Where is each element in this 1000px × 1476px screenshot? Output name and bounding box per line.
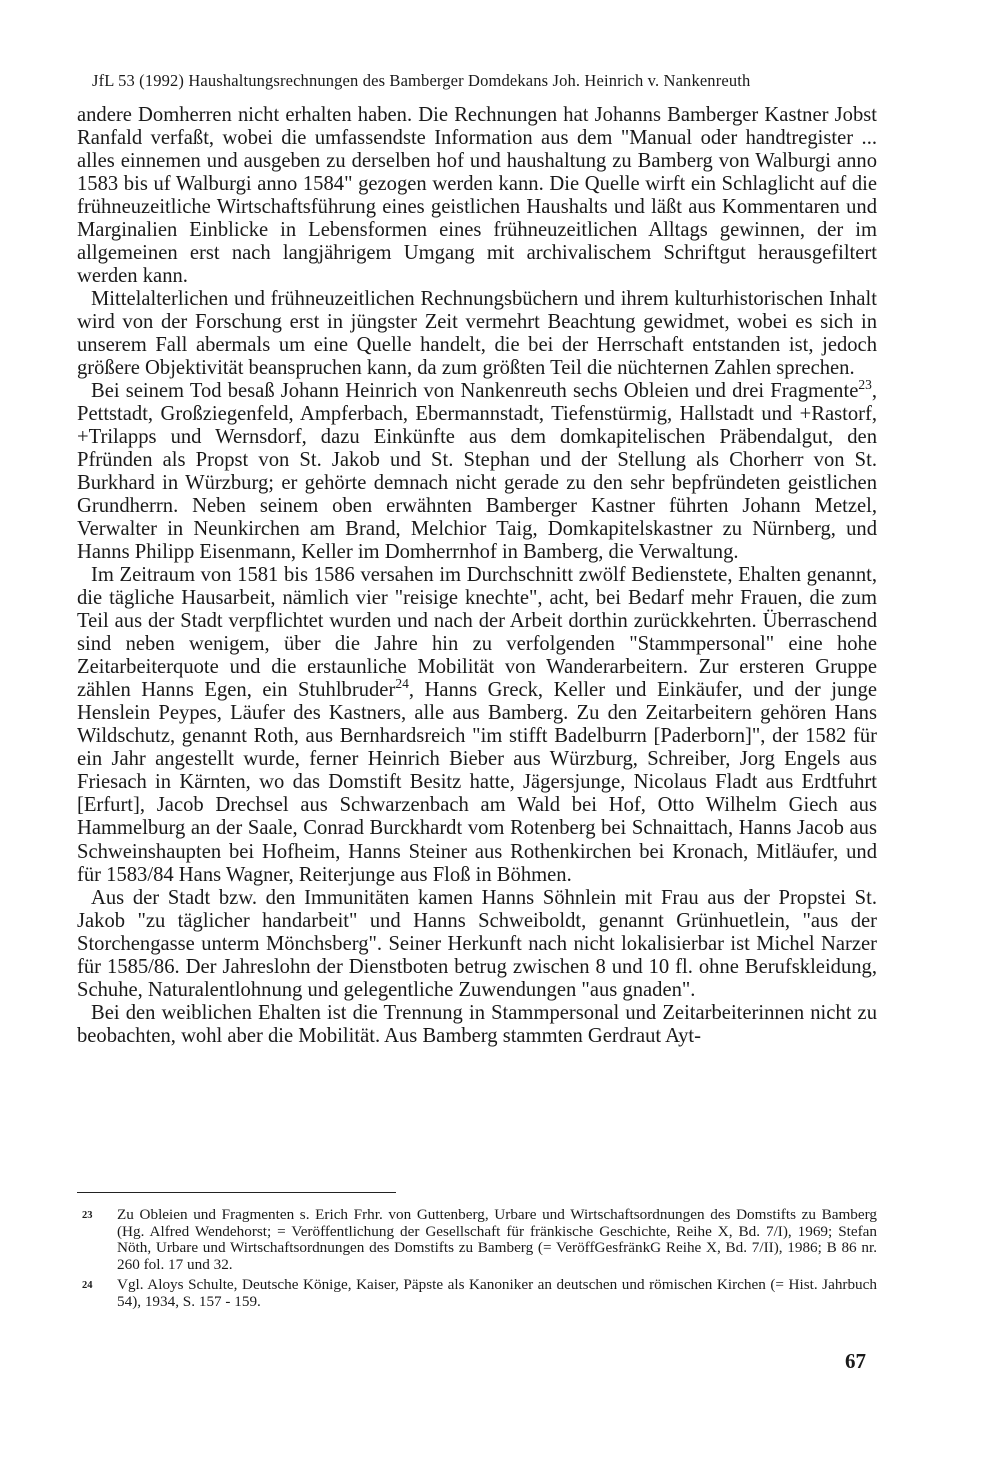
paragraph-text: Bei seinem Tod besaß Johann Heinrich von Nankenreuth sechs Obleien und drei Fragmente bbox=[91, 380, 859, 403]
footnote-reference: 24 bbox=[395, 676, 409, 692]
paragraph-text: Mittelalterlichen und frühneuzeitlichen Rechnungsbüchern und ihrem kulturhistorischen Inhalt wird von der Forschung erst in jüngster Zeit vermehrt Beachtung gewidmet, wobei es sich in unserem Fall abermals um eine Quelle handelt, die bei der Herrschaft entstanden ist, jedoch größere Objektivität beanspruchen kann, da zum größten Teil die nüchternen Zahlen sprechen. bbox=[77, 288, 877, 380]
footnote-number: 23 bbox=[82, 1210, 93, 1221]
footnotes bbox=[77, 1207, 877, 1314]
paragraph-text: , Hanns Greck, Keller und Einkäufer, und der junge Henslein Peypes, Läufer des Kastners, alle aus Bamberg. Zu den Zeitarbeitern gehören Hans Wildschutz, genannt Roth, aus Bernhardsreich "im stifft Badelburrn [Paderborn]", der 1582 für ein Jahr angestellt wurde, ferner Heinrich Bieber aus Würzburg, Schreiber, Jorg Engels aus Friesach in Kärnten, wo das Domstift Besitz hatte, Jägersjunge, Nicolaus Fladt aus Erdtfuhrt [Erfurt], Jacob Drechsel aus Schwarzenbach am Wald bei Hof, Otto Wilhelm Giech aus Hammelburg an der Saale, Conrad Burckhardt vom Rotenberg bei Schnaittach, Hanns Jacob aus Schweinshaupten bei Hofheim, Hanns Steiner aus Rothenkirchen bei Kronach, Mitläufer, und für 1583/84 Hans Wagner, Reiterjunge aus Floß in Böhmen. bbox=[77, 679, 878, 886]
footnote-text: Zu Obleien und Fragmenten s. Erich Frhr. von Guttenberg, Urbare und Wirtschaftsordnungen des Domstifts zu Bamberg (Hg. Alfred Wendehorst; = Veröffentlichung der Gesellschaft für fränkische Geschichte, Reihe X, Bd. 7/I), 1969; Stefan Nöth, Urbare und Wirtschaftsordnungen des Domstifts zu Bamberg (= VeröffGesfränkG Reihe X, Bd. 7/II), 1986; B 86 nr. 260 fol. 17 und 32. bbox=[117, 1206, 877, 1273]
paragraph-text: , Pettstadt, Großziegenfeld, Ampferbach, Ebermannstadt, Tiefenstürmig, Hallstadt und +Rastorf, +Trilapps und Wernsdorf, dazu Einkünfte aus dem domkapitelischen Präbendalgut, den Pfründen als Propst von St. Jakob und St. Stephan und der Stellung als Chorherr von St. Burkhard in Würzburg; er gehörte demnach nicht gerade zu den sehr bepfründeten geistlichen Grundherrn. Neben seinem oben erwähnten Bamberger Kastner führten Johann Metzel, Verwalter in Neunkirchen am Brand, Melchior Taig, Domkapitelskastner zu Nürnberg, und Hanns Philipp Eisenmann, Keller im Domherrnhof in Bamberg, die Verwaltung. bbox=[77, 380, 877, 564]
page-number: 67 bbox=[845, 1349, 866, 1373]
paragraph bbox=[77, 564, 877, 886]
footnote-text: Vgl. Aloys Schulte, Deutsche Könige, Kaiser, Päpste als Kanoniker an deutschen und römischen Kirchen (= Hist. Jahrbuch 54), 1934, S. 157 - 159. bbox=[117, 1276, 877, 1310]
footnote-number: 24 bbox=[82, 1280, 93, 1291]
paragraph bbox=[77, 104, 877, 288]
paragraph-text: Im Zeitraum von 1581 bis 1586 versahen im Durchschnitt zwölf Bedienstete, Ehalten genannt, die tägliche Hausarbeit, nämlich vier "reisige knechte", acht, bei Bedarf mehr Frauen, die zum Teil aus der Stadt verpflichtet wurden und nach der Arbeit dorthin zurückkehrten. Überraschend sind neben wenigem, über die Jahre hin zu verfolgenden "Stammpersonal" eine hohe Zeitarbeiterquote und die erstaunliche Mobilität von Wanderarbeitern. Zur ersteren Gruppe zählen Hanns Egen, ein Stuhlbruder bbox=[77, 564, 877, 702]
footnote-reference: 23 bbox=[858, 377, 872, 393]
footnote-divider bbox=[77, 1192, 396, 1193]
footnote bbox=[77, 1277, 877, 1310]
paragraph bbox=[77, 1002, 877, 1048]
paragraph-text: Bei den weiblichen Ehalten ist die Trennung in Stammpersonal und Zeitarbeiterinnen nicht zu beobachten, wohl aber die Mobilität. Aus Bamberg stammten Gerdraut Ayt- bbox=[77, 1001, 877, 1047]
paragraph bbox=[77, 887, 877, 1002]
footnote bbox=[77, 1207, 877, 1273]
paragraph-text: Aus der Stadt bzw. den Immunitäten kamen Hanns Söhnlein mit Frau aus der Propstei St. Jakob "zu täglicher handarbeit" und Hanns Schweiboldt, genannt Grünhuetlein, "aus der Storchengasse unterm Mönchsberg". Seiner Herkunft nach nicht lokalisierbar ist Michel Narzer für 1585/86. Der Jahreslohn der Dienstboten betrug zwischen 8 und 10 fl. ohne Berufskleidung, Schuhe, Naturalentlohnung und gelegentliche Zuwendungen "aus gnaden". bbox=[77, 886, 877, 1001]
paragraph bbox=[77, 377, 877, 564]
paragraph-text: andere Domherren nicht erhalten haben. Die Rechnungen hat Johanns Bamberger Kastner Jobst Ranfald verfaßt, wobei die umfassendste Information aus dem "Manual oder handtregister ... alles einnemen und ausgeben zu derselben hof und haushaltung zu Bamberg von Walburgi anno 1583 bis uf Walburgi anno 1584" gezogen werden kann. Die Quelle wirft ein Schlaglicht auf die frühneuzeitliche Wirtschaftsführung eines geistlichen Haushalts und läßt aus Kommentaren und Marginalien Einblicke in Lebensformen eines frühneuzeitlichen Alltags gewinnen, der im allgemeinen erst nach langjährigem Umgang mit archivalischem Schriftgut herausgefiltert werden kann. bbox=[77, 104, 877, 288]
body-text bbox=[77, 104, 877, 1048]
paragraph bbox=[77, 288, 877, 380]
running-head: JfL 53 (1992) Haushaltungsrechnungen des Bamberger Domdekans Joh. Heinrich v. Nankenreuth bbox=[92, 71, 751, 90]
